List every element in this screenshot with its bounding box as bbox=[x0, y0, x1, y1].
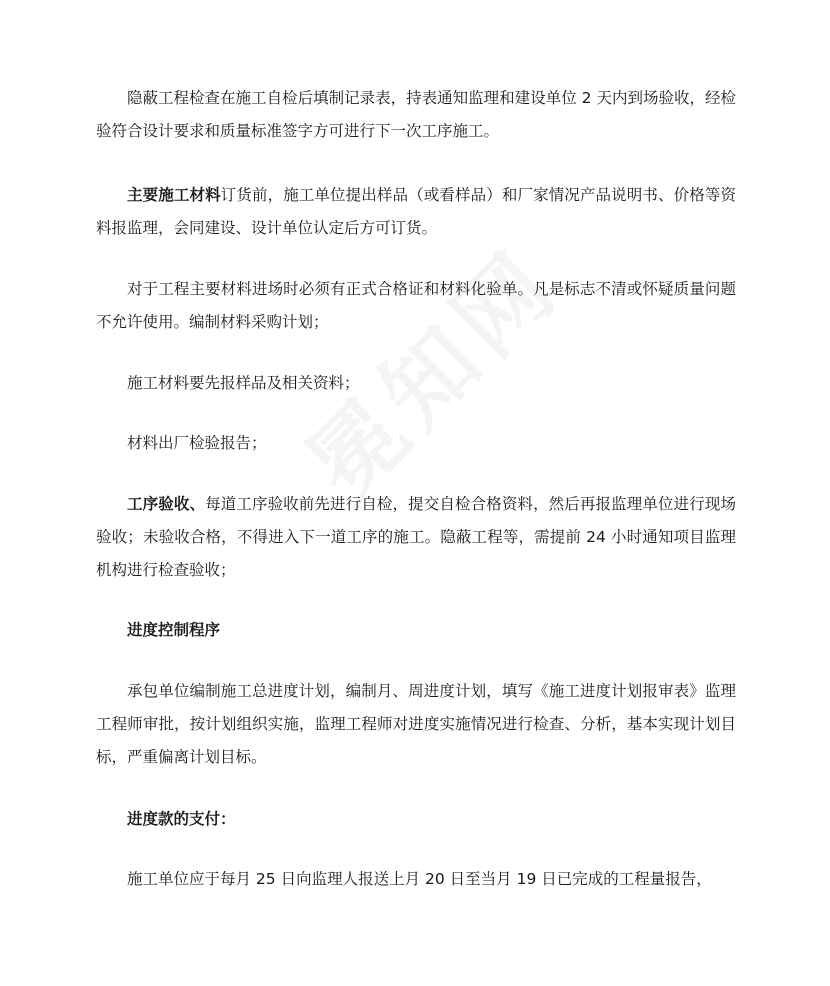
heading-progress-payment bbox=[96, 803, 736, 836]
paragraph-payment-report: 施工单位应于每月 25 日向监理人报送上月 20 日至当月 19 日已完成的工程量报告， bbox=[127, 870, 712, 888]
watermark bbox=[274, 204, 585, 515]
paragraph-main-materials-text: 订货前，施工单位提出样品（或看样品）和厂家情况产品说明书、价格等资料报监理，会同建设、设计单位认定后方可订货。 bbox=[96, 186, 736, 237]
paragraph-material-samples: 施工材料要先报样品及相关资料； bbox=[127, 374, 360, 392]
paragraph-main-materials bbox=[96, 179, 736, 245]
paragraph-progress-plan: 承包单位编制施工总进度计划，编制月、周进度计划，填写《施工进度计划报审表》监理工程师审批，按计划组织实施，监理工程师对进度实施情况进行检查、分析，基本实现计划目标，严重偏离计划目标。 bbox=[96, 682, 736, 766]
paragraph-concealed-works-inspection: 隐蔽工程检查在施工自检后填制记录表，持表通知监理和建设单位 2 天内到场验收，经检验符合设计要求和质量标准签字方可进行下一次工序施工。 bbox=[96, 89, 736, 140]
heading-progress-payment-text: 进度款的支付： bbox=[127, 810, 236, 828]
paragraph-factory-inspection-report: 材料出厂检验报告； bbox=[127, 434, 267, 452]
paragraph-process-acceptance-text: 每道工序验收前先进行自检，提交自检合格资料，然后再报监理单位进行现场验收；未验收合格，不得进入下一道工序的施工。隐蔽工程等，需提前 24 小时通知项目监理机构进行检查验收； bbox=[96, 495, 736, 579]
heading-progress-control bbox=[96, 614, 736, 647]
paragraph-material-certificates: 对于工程主要材料进场时必须有正式合格证和材料化验单。凡是标志不清或怀疑质量问题不允许使用。编制材料采购计划； bbox=[96, 280, 736, 331]
paragraph-main-materials-bold: 主要施工材料 bbox=[127, 186, 221, 204]
heading-progress-control-text: 进度控制程序 bbox=[127, 621, 221, 639]
paragraph-process-acceptance-bold: 工序验收、 bbox=[127, 495, 206, 513]
paragraph-process-acceptance bbox=[96, 488, 736, 587]
